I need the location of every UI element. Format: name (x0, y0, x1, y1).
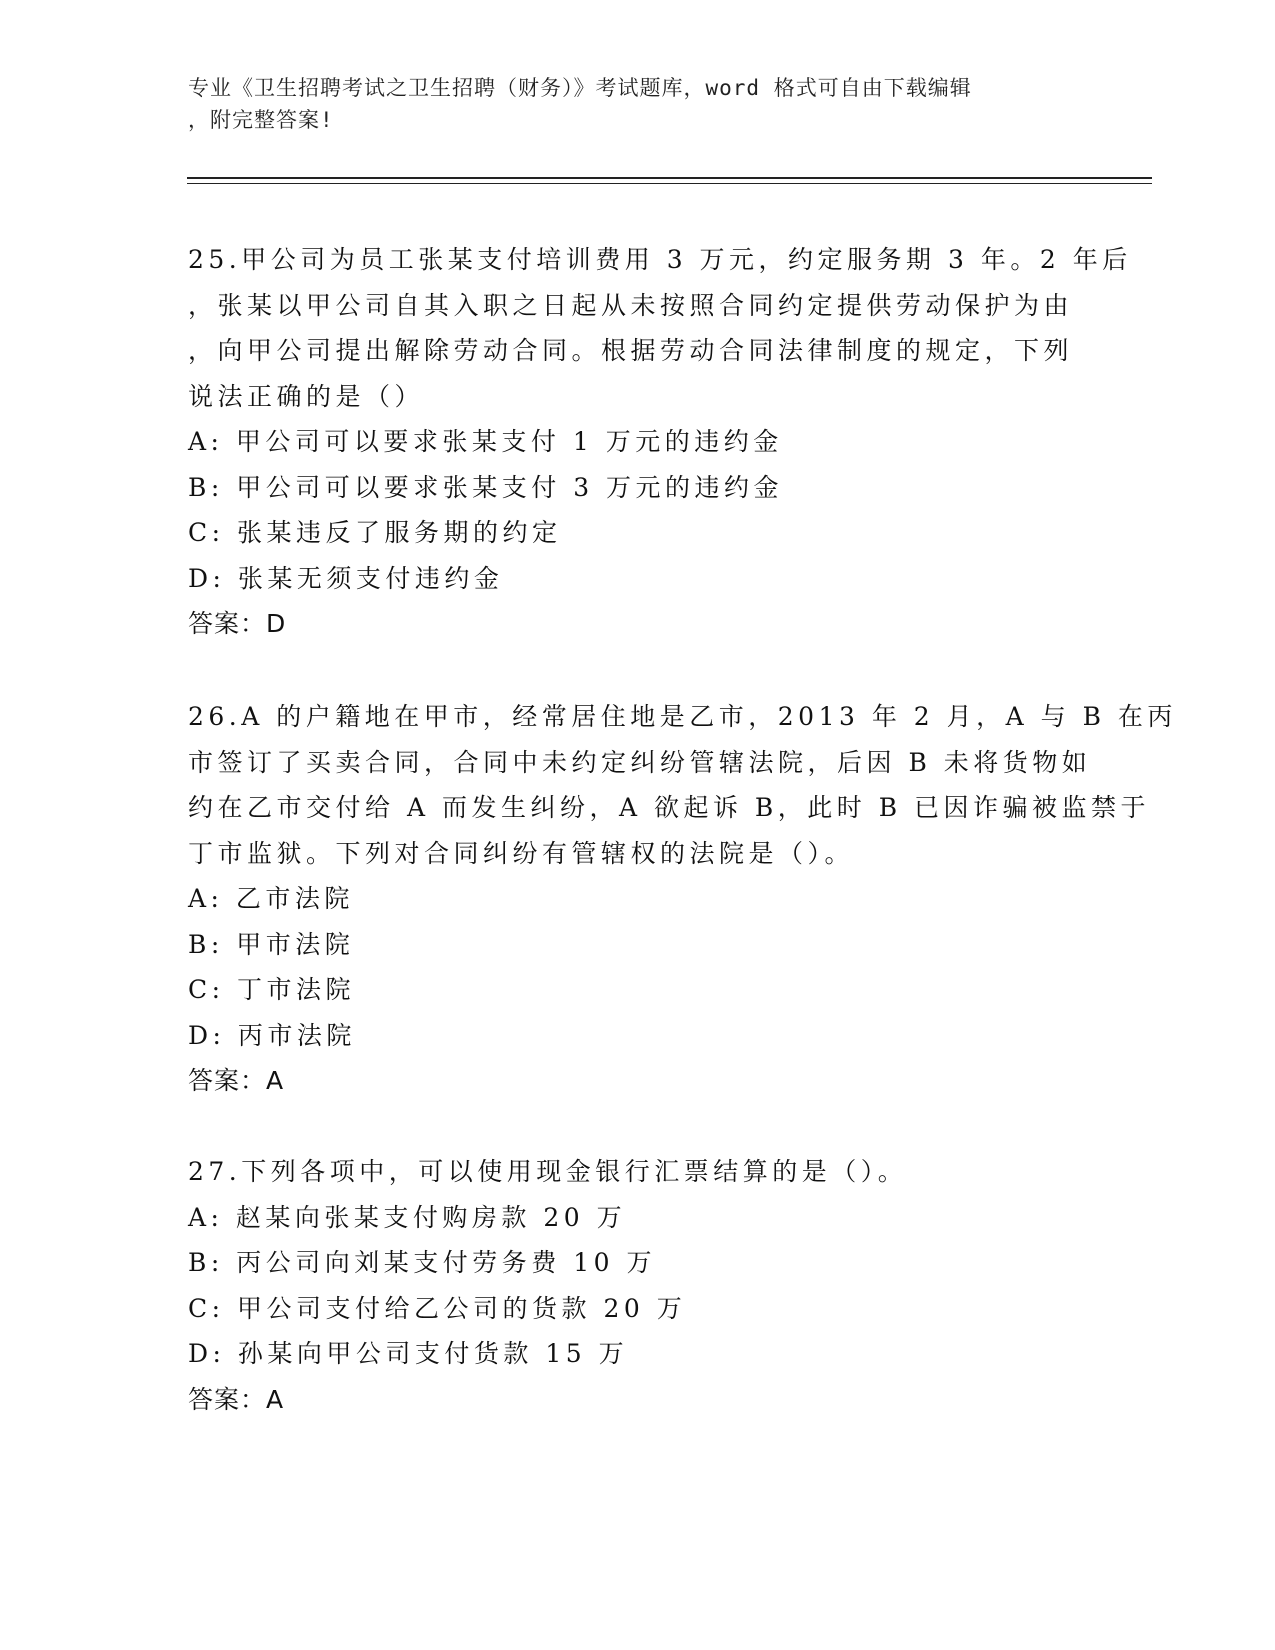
question-26 (188, 694, 1177, 1104)
option-d: D: 张某无须支付违约金 (188, 563, 504, 593)
stem-line: 说法正确的是（） (188, 381, 425, 411)
option-a: A: 赵某向张某支付购房款 20 万 (188, 1202, 627, 1232)
stem-line: ，张某以甲公司自其入职之日起从未按照合同约定提供劳动保护为由 (188, 290, 1074, 320)
option-a: A: 乙市法院 (188, 884, 354, 913)
stem-line: 27.下列各项中，可以使用现金银行汇票结算的是（）。 (188, 1157, 908, 1186)
option-c: C: 张某违反了服务期的约定 (188, 518, 562, 547)
header-line-2: ，附完整答案! (188, 108, 334, 132)
question-stem (188, 694, 1177, 876)
option-b: B: 甲市法院 (188, 929, 355, 959)
option-b: B: 甲公司可以要求张某支付 3 万元的违约金 (188, 472, 784, 502)
option-c: C: 丁市法院 (188, 975, 355, 1004)
question-25 (188, 237, 1132, 647)
option-c: C: 甲公司支付给乙公司的货款 20 万 (188, 1293, 687, 1323)
option-a: A: 甲公司可以要求张某支付 1 万元的违约金 (188, 427, 783, 456)
document-header (188, 72, 1068, 136)
answer-label: 答案：A (188, 1384, 285, 1414)
stem-line: ，向甲公司提出解除劳动合同。根据劳动合同法律制度的规定，下列 (188, 336, 1074, 365)
stem-line: 26.A 的户籍地在甲市，经常居住地是乙市，2013 年 2 月，A 与 B 在丙 (188, 702, 1177, 731)
answer-label: 答案：A (188, 1066, 285, 1095)
option-b: B: 丙公司向刘某支付劳务费 10 万 (188, 1248, 656, 1277)
answer-label: 答案：D (188, 609, 287, 638)
option-d: D: 孙某向甲公司支付货款 15 万 (188, 1339, 629, 1368)
question-stem (188, 1149, 1088, 1195)
option-d: D: 丙市法院 (188, 1020, 356, 1050)
stem-line: 丁市监狱。下列对合同纠纷有管辖权的法院是（）。 (188, 838, 855, 868)
question-stem (188, 237, 1132, 419)
question-27 (188, 1149, 1088, 1423)
stem-line: 约在乙市交付给 A 而发生纠纷，A 欲起诉 B，此时 B 已因诈骗被监禁于 (188, 793, 1151, 822)
stem-line: 市签订了买卖合同，合同中未约定纠纷管辖法院，后因 B 未将货物如 (188, 747, 1092, 777)
header-divider-top (187, 177, 1152, 179)
header-line-1: 专业《卫生招聘考试之卫生招聘（财务）》考试题库，word 格式可自由下载编辑 (188, 76, 972, 100)
stem-line: 25.甲公司为员工张某支付培训费用 3 万元，约定服务期 3 年。2 年后 (188, 245, 1132, 274)
header-divider-bottom (187, 183, 1152, 184)
